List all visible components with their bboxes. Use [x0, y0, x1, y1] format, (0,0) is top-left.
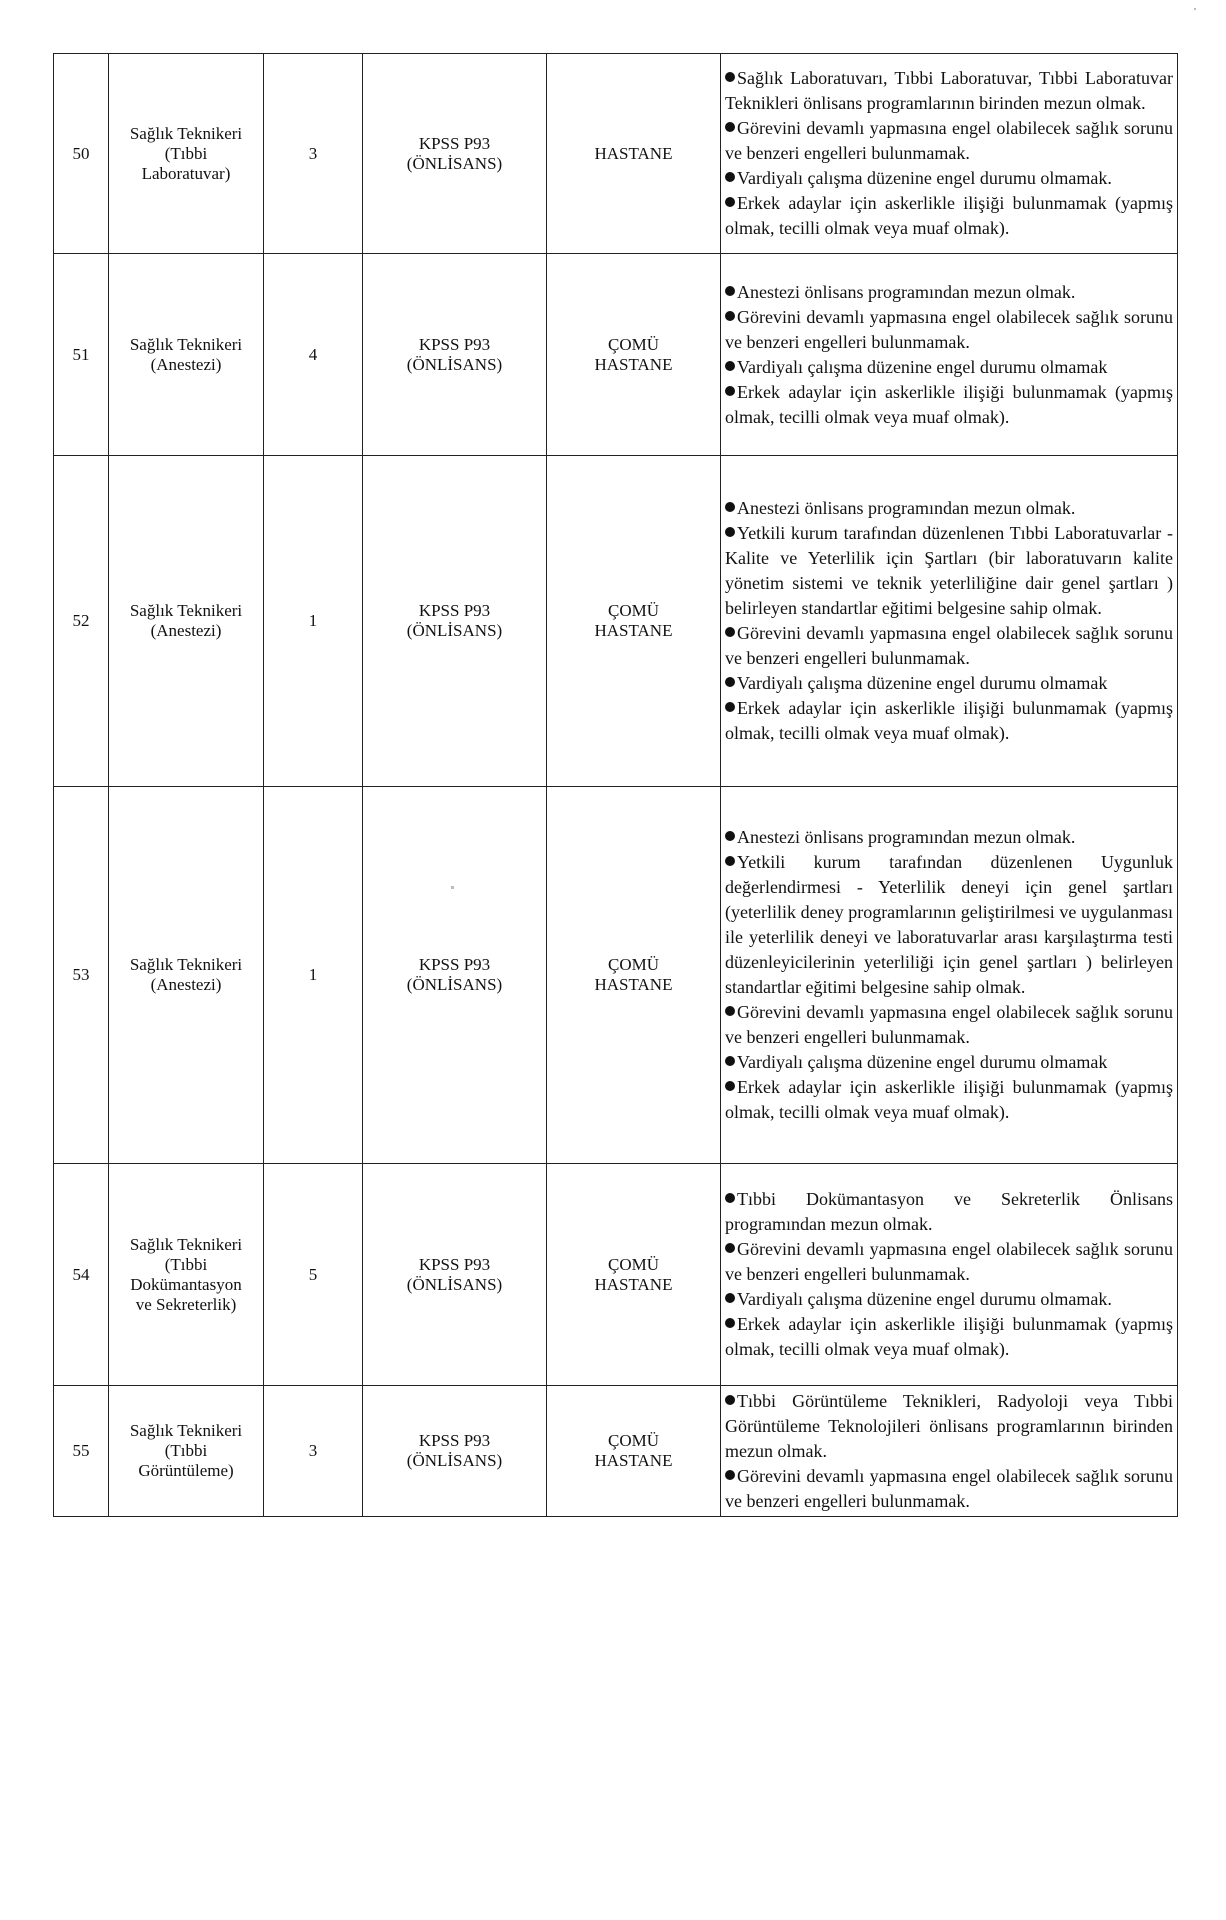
exam-score-line: KPSS P93 — [418, 133, 491, 153]
requirement-item — [725, 1187, 1173, 1237]
table-row — [54, 1164, 1178, 1386]
exam-score-line: KPSS P93 — [418, 601, 491, 620]
exam-score-line: (ÖNLİSANS) — [406, 621, 503, 640]
position-title-line: Sağlık Teknikeri — [129, 1421, 243, 1440]
bullet-icon — [725, 677, 735, 687]
row-number-cell: 55 — [54, 1386, 109, 1517]
bullet-icon — [725, 386, 735, 396]
requirement-item — [725, 380, 1173, 430]
requirements-cell — [721, 1386, 1178, 1517]
exam-score-cell — [363, 254, 547, 456]
exam-score-cell — [363, 1386, 547, 1517]
scan-speck — [1194, 8, 1196, 10]
position-title-cell — [109, 1164, 264, 1386]
requirement-text: Anestezi önlisans programından mezun olmak. — [737, 281, 1076, 302]
table-row — [54, 456, 1178, 787]
requirement-text: Erkek adaylar için askerlikle ilişiği bulunmamak (yapmış olmak, tecilli olmak veya muaf olmak). — [725, 1077, 1173, 1122]
requirement-text: Vardiyalı çalışma düzenine engel durumu olmamak — [737, 1052, 1108, 1072]
requirement-text: Görevini devamlı yapmasına engel olabilecek sağlık sorunu ve benzeri engelleri bulunmamak. — [725, 306, 1173, 352]
position-title-line: Laboratuvar) — [141, 163, 231, 183]
unit-line: ÇOMÜ — [607, 1254, 659, 1274]
requirement-text: Erkek adaylar için askerlikle ilişiği bulunmamak (yapmış olmak, tecilli olmak veya muaf olmak). — [725, 193, 1173, 238]
position-title-line: (Anestezi) — [150, 621, 222, 640]
unit-line: ÇOMÜ — [607, 334, 659, 354]
bullet-icon — [725, 1056, 735, 1066]
requirement-item — [725, 1389, 1173, 1464]
requirement-item — [725, 191, 1173, 241]
requirement-text: Vardiyalı çalışma düzenine engel durumu olmamak. — [737, 168, 1112, 188]
unit-line: ÇOMÜ — [607, 955, 659, 974]
position-title-line: Sağlık Teknikeri — [129, 1234, 243, 1254]
position-title-cell — [109, 54, 264, 254]
unit-line: ÇOMÜ — [607, 601, 659, 620]
position-title-line: Sağlık Teknikeri — [129, 601, 243, 620]
position-title-line: (Tıbbi — [164, 1441, 208, 1460]
bullet-icon — [725, 856, 735, 866]
requirement-item — [725, 1464, 1173, 1514]
position-title-line: Dokümantasyon — [130, 1274, 242, 1294]
requirement-text: Erkek adaylar için askerlikle ilişiği bulunmamak (yapmış olmak, tecilli olmak veya muaf olmak). — [725, 698, 1173, 743]
requirement-text: Görevini devamlı yapmasına engel olabilecek sağlık sorunu ve benzeri engelleri bulunmamak. — [725, 1465, 1173, 1511]
requirement-item — [725, 496, 1173, 521]
requirement-text: Tıbbi Dokümantasyon ve Sekreterlik Önlisans programından mezun olmak. — [725, 1189, 1173, 1234]
bullet-icon — [725, 361, 735, 371]
requirement-item — [725, 1050, 1173, 1075]
position-title-cell — [109, 254, 264, 456]
position-title-cell — [109, 456, 264, 787]
requirement-text: Yetkili kurum tarafından düzenlenen Uygunluk değerlendirmesi - Yeterlilik deneyi için genel şartları (yeterlilik deney programlarının geliştirilmesi ve uygulanması ile yeterlilik deneyi ve laboratuvarlar arası karşılaştırma testi düzenleyicilerinin yeterliliği için genel şartları ) belirleyen standartlar eğitimi belgesine sahip olmak. — [725, 852, 1173, 997]
position-title-line: ve Sekreterlik) — [135, 1294, 237, 1314]
table-row — [54, 787, 1178, 1164]
exam-score-line: KPSS P93 — [418, 1431, 491, 1450]
bullet-icon — [725, 702, 735, 712]
unit-line: HASTANE — [594, 1451, 673, 1470]
row-number-cell: 50 — [54, 54, 109, 254]
bullet-icon — [725, 502, 735, 512]
exam-score-cell — [363, 1164, 547, 1386]
unit-line: HASTANE — [594, 354, 673, 374]
requirement-item — [725, 1237, 1173, 1287]
requirements-cell — [721, 787, 1178, 1164]
bullet-icon — [725, 1006, 735, 1016]
exam-score-line: (ÖNLİSANS) — [406, 1274, 503, 1294]
requirement-item — [725, 166, 1173, 191]
requirement-text: Erkek adaylar için askerlikle ilişiği bulunmamak (yapmış olmak, tecilli olmak veya muaf olmak). — [725, 381, 1173, 427]
requirement-text: Görevini devamlı yapmasına engel olabilecek sağlık sorunu ve benzeri engelleri bulunmamak. — [725, 118, 1173, 163]
unit-cell — [547, 787, 721, 1164]
table-row — [54, 54, 1178, 254]
requirement-item — [725, 1000, 1173, 1050]
bullet-icon — [725, 1395, 735, 1405]
position-title-line: (Tıbbi — [164, 143, 208, 163]
position-title-line: Sağlık Teknikeri — [129, 334, 243, 354]
exam-score-line: KPSS P93 — [418, 1254, 491, 1274]
requirement-text: Sağlık Laboratuvarı, Tıbbi Laboratuvar, Tıbbi Laboratuvar Teknikleri önlisans programlarının birinden mezun olmak. — [725, 68, 1173, 113]
requirement-text: Anestezi önlisans programından mezun olmak. — [737, 827, 1076, 847]
position-title-cell — [109, 1386, 264, 1517]
exam-score-line: (ÖNLİSANS) — [406, 153, 503, 173]
position-title-line: Sağlık Teknikeri — [129, 955, 243, 974]
unit-cell — [547, 1386, 721, 1517]
requirement-text: Görevini devamlı yapmasına engel olabilecek sağlık sorunu ve benzeri engelleri bulunmamak. — [725, 1239, 1173, 1284]
requirement-text: Yetkili kurum tarafından düzenlenen Tıbbi Laboratuvarlar - Kalite ve Yeterlilik için Şartları (bir laboratuvarın kalite yönetim sistemi ve teknik yeterliliğine dair genel şartları ) belirleyen standartlar eğitimi belgesine sahip olmak. — [725, 523, 1173, 618]
requirement-text: Tıbbi Görüntüleme Teknikleri, Radyoloji veya Tıbbi Görüntüleme Teknolojileri önlisans programlarının birinden mezun olmak. — [725, 1390, 1173, 1461]
position-title-cell — [109, 787, 264, 1164]
bullet-icon — [725, 1470, 735, 1480]
requirement-item — [725, 1075, 1173, 1125]
position-title-line: (Anestezi) — [150, 354, 222, 374]
bullet-icon — [725, 1243, 735, 1253]
unit-line: ÇOMÜ — [607, 1431, 659, 1450]
requirement-text: Anestezi önlisans programından mezun olmak. — [737, 498, 1076, 518]
row-number-cell: 54 — [54, 1164, 109, 1386]
requirement-text: Görevini devamlı yapmasına engel olabilecek sağlık sorunu ve benzeri engelleri bulunmamak. — [725, 623, 1173, 668]
row-number-cell: 53 — [54, 787, 109, 1164]
position-title-line: (Tıbbi — [164, 1254, 208, 1274]
unit-line: HASTANE — [594, 1274, 673, 1294]
requirement-item — [725, 521, 1173, 621]
bullet-icon — [725, 286, 735, 296]
exam-score-line: (ÖNLİSANS) — [406, 354, 503, 374]
exam-score-line: KPSS P93 — [418, 334, 491, 354]
position-title-line: (Anestezi) — [150, 975, 222, 994]
row-number-cell: 52 — [54, 456, 109, 787]
requirement-item — [725, 1287, 1173, 1312]
bullet-icon — [725, 122, 735, 132]
bullet-icon — [725, 1318, 735, 1328]
requirement-text: Vardiyalı çalışma düzenine engel durumu olmamak — [737, 356, 1108, 377]
requirement-item — [725, 116, 1173, 166]
exam-score-cell — [363, 54, 547, 254]
requirement-item — [725, 850, 1173, 1000]
requirement-text: Vardiyalı çalışma düzenine engel durumu olmamak — [737, 673, 1108, 693]
bullet-icon — [725, 72, 735, 82]
exam-score-cell — [363, 787, 547, 1164]
unit-cell — [547, 54, 721, 254]
bullet-icon — [725, 527, 735, 537]
unit-line: HASTANE — [594, 143, 673, 163]
bullet-icon — [725, 197, 735, 207]
position-count-cell: 5 — [264, 1164, 363, 1386]
unit-cell — [547, 1164, 721, 1386]
requirement-item — [725, 1312, 1173, 1362]
requirement-item — [725, 305, 1173, 355]
requirement-item — [725, 66, 1173, 116]
requirements-cell — [721, 54, 1178, 254]
row-number-cell: 51 — [54, 254, 109, 456]
requirement-item — [725, 671, 1173, 696]
bullet-icon — [725, 172, 735, 182]
bullet-icon — [725, 831, 735, 841]
requirement-item — [725, 621, 1173, 671]
requirement-item — [725, 280, 1173, 305]
exam-score-cell — [363, 456, 547, 787]
bullet-icon — [725, 1293, 735, 1303]
position-title-line: Görüntüleme) — [138, 1461, 234, 1480]
unit-line: HASTANE — [594, 621, 673, 640]
unit-cell — [547, 456, 721, 787]
bullet-icon — [725, 627, 735, 637]
requirement-text: Görevini devamlı yapmasına engel olabilecek sağlık sorunu ve benzeri engelleri bulunmamak. — [725, 1002, 1173, 1047]
position-count-cell: 1 — [264, 787, 363, 1164]
requirements-cell — [721, 456, 1178, 787]
requirement-text: Erkek adaylar için askerlikle ilişiği bulunmamak (yapmış olmak, tecilli olmak veya muaf olmak). — [725, 1314, 1173, 1359]
unit-cell — [547, 254, 721, 456]
position-title-line: Sağlık Teknikeri — [129, 123, 243, 143]
position-count-cell: 3 — [264, 1386, 363, 1517]
position-count-cell: 3 — [264, 54, 363, 254]
bullet-icon — [725, 311, 735, 321]
scan-speck — [451, 886, 454, 889]
exam-score-line: KPSS P93 — [418, 955, 491, 974]
requirement-item — [725, 696, 1173, 746]
position-count-cell: 4 — [264, 254, 363, 456]
unit-line: HASTANE — [594, 975, 673, 994]
bullet-icon — [725, 1193, 735, 1203]
table-row — [54, 1386, 1178, 1517]
exam-score-line: (ÖNLİSANS) — [406, 975, 503, 994]
requirements-cell — [721, 1164, 1178, 1386]
requirements-cell — [721, 254, 1178, 456]
exam-score-line: (ÖNLİSANS) — [406, 1451, 503, 1470]
requirement-text: Vardiyalı çalışma düzenine engel durumu olmamak. — [737, 1289, 1112, 1309]
positions-table-body — [54, 54, 1178, 1517]
bullet-icon — [725, 1081, 735, 1091]
positions-table — [53, 53, 1178, 1517]
position-count-cell: 1 — [264, 456, 363, 787]
requirement-item — [725, 355, 1173, 380]
table-row — [54, 254, 1178, 456]
requirement-item — [725, 825, 1173, 850]
